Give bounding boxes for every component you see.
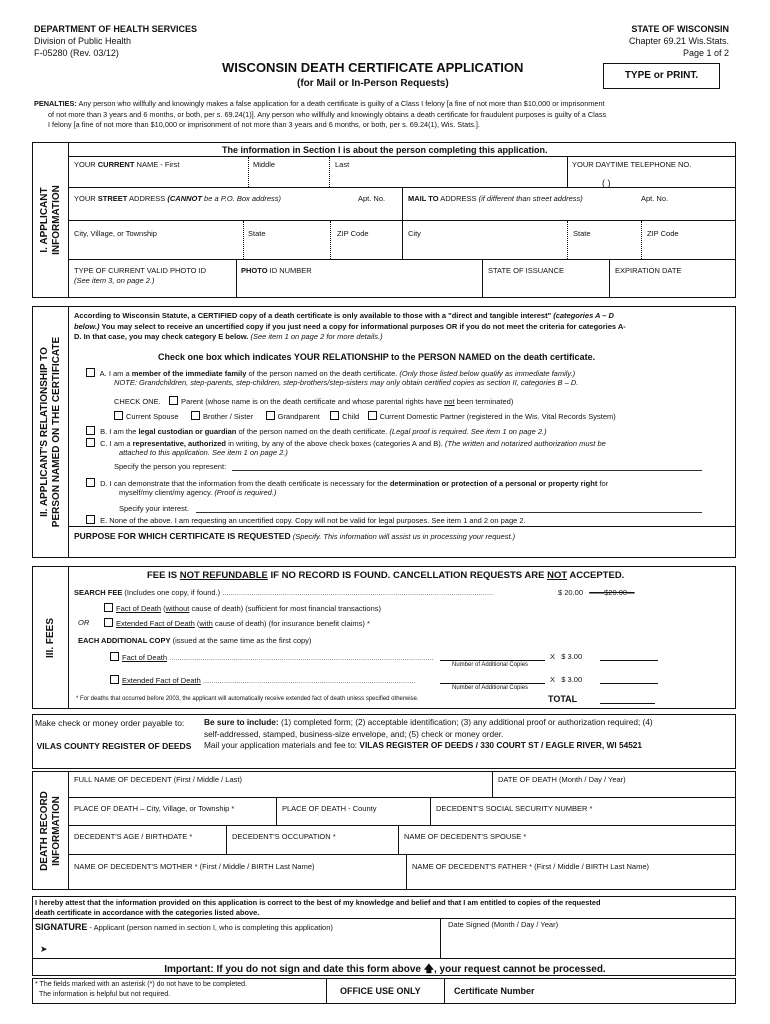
signature-arrow-icon: ➤: [40, 944, 48, 954]
option-a-checkbox[interactable]: [86, 368, 95, 377]
decedent-ssn-label[interactable]: DECEDENT'S SOCIAL SECURITY NUMBER *: [436, 804, 593, 813]
decedent-occupation-label[interactable]: DECEDENT'S OCCUPATION *: [232, 832, 336, 841]
additional-efod-subtotal[interactable]: [600, 683, 658, 684]
payable-to-label: Make check or money order payable to:: [35, 718, 185, 728]
additional-efod-row[interactable]: Extended Fact of Death ......................................................................................................: [110, 675, 415, 685]
section3-tab: III. FEES: [32, 566, 69, 709]
fees-heading: FEE IS NOT REFUNDABLE IF NO RECORD IS FOUND. CANCELLATION REQUESTS ARE NOT ACCEPTED.: [147, 570, 625, 581]
search-fee-price: $ 20.00 ——$20.00—: [558, 588, 635, 597]
death-record-box: [68, 771, 736, 890]
option-d-note: myself/my client/my agency. (Proof is required.): [119, 488, 277, 497]
option-b-guardian[interactable]: B. I am the legal custodian or guardian of the person named on the death certificate. (Legal proof is required. See item 1 on page 2.): [86, 426, 547, 436]
relationship-heading: Check one box which indicates YOUR RELATIONSHIP to the PERSON NAMED on the death certificate.: [158, 352, 596, 362]
signature-label[interactable]: SIGNATURE - Applicant (person named in section I, who is completing this application): [35, 922, 333, 932]
important-notice: Important: If you do not sign and date this form above 🡅, your request cannot be processed.: [164, 964, 606, 975]
page-number: Page 1 of 2: [682, 48, 729, 58]
option-c-checkbox[interactable]: [86, 438, 95, 447]
additional-fod-count-caption: Number of Additional Copies: [452, 662, 529, 668]
section1-tab: I. APPLICANT INFORMATION: [32, 142, 69, 298]
asterisk-note: * The fields marked with an asterisk (*) do not have to be completed. The information is helpful but not required.: [35, 981, 247, 998]
attestation-text: I hereby attest that the information provided on this application is correct to the best of my knowledge and belief and that I am entitled to copies of the requested death certificate in accordance with the categories listed above.: [35, 898, 601, 917]
sibling-checkbox[interactable]: [191, 411, 200, 420]
county-of-death-label[interactable]: PLACE OF DEATH - County: [282, 804, 377, 813]
decedent-mother-label[interactable]: NAME OF DECEDENT'S MOTHER * (First / Middle / BIRTH Last Name): [74, 862, 315, 871]
grandparent-checkbox[interactable]: [266, 411, 275, 420]
decedent-age-label[interactable]: DECEDENT'S AGE / BIRTHDATE *: [74, 832, 193, 841]
mail-state-label[interactable]: State: [573, 229, 591, 238]
city-label[interactable]: City, Village, or Township: [74, 229, 157, 238]
option-c-note: attached to this application. See item 1 on page 2.): [119, 448, 288, 457]
fact-of-death-checkbox[interactable]: [104, 603, 113, 612]
additional-fod-subtotal[interactable]: [600, 660, 658, 661]
total-amount-line[interactable]: [600, 703, 655, 704]
middle-name-label[interactable]: Middle: [253, 160, 276, 169]
office-use-only-label: OFFICE USE ONLY: [340, 986, 421, 996]
section2-tab: II. APPLICANT'S RELATIONSHIP TO PERSON NAMED ON THE CERTIFICATE: [32, 306, 69, 558]
family-options-row[interactable]: Current Spouse Brother / Sister Grandparent Child Current Domestic Partner (registered in the Wis. Vital Records System): [114, 411, 616, 421]
extended-fact-of-death-option[interactable]: Extended Fact of Death (with cause of death) (for insurance benefit claims) *: [104, 618, 370, 628]
apt-no-label[interactable]: Apt. No.: [358, 194, 386, 203]
date-signed-label[interactable]: Date Signed (Month / Day / Year): [448, 920, 559, 929]
death-record-tab: DEATH RECORD INFORMATION: [32, 771, 69, 890]
extended-fact-of-death-checkbox[interactable]: [104, 618, 113, 627]
form-subtitle: (for Mail or In-Person Requests): [297, 78, 449, 89]
option-d-checkbox[interactable]: [86, 478, 95, 487]
section1-heading: The information in Section I is about the person completing this application.: [222, 145, 548, 155]
specify-represent-label[interactable]: Specify the person you represent:: [114, 462, 227, 471]
date-of-death-label[interactable]: DATE OF DEATH (Month / Day / Year): [498, 775, 626, 784]
total-label: TOTAL: [548, 694, 578, 704]
last-name-label[interactable]: Last: [335, 160, 350, 169]
phone-area-code[interactable]: ( ): [602, 178, 611, 188]
type-or-print-label: TYPE or PRINT.: [624, 70, 699, 81]
section2-intro: According to Wisconsin Statute, a CERTIFIED copy of a death certificate is only available to those with a "direct and tangible interest" (categories A – D below.) You may select to receive an uncertified copy if you just need a copy for informational purposes OR if you do not meet the criteria for categories A- D. In that case, you may check category E below. (See item 1 on page 2 for more details.): [74, 311, 626, 341]
daytime-phone-label[interactable]: YOUR DAYTIME TELEPHONE NO.: [572, 160, 692, 169]
decedent-spouse-label[interactable]: NAME OF DECEDENT'S SPOUSE *: [404, 832, 527, 841]
state-of-issuance-label[interactable]: STATE OF ISSUANCE: [488, 266, 564, 275]
additional-efod-checkbox[interactable]: [110, 675, 119, 684]
additional-copy-heading: EACH ADDITIONAL COPY (issued at the same time as the first copy): [78, 636, 312, 645]
spouse-checkbox[interactable]: [114, 411, 123, 420]
additional-efod-price: X $ 3.00: [550, 675, 583, 684]
additional-fod-price: X $ 3.00: [550, 652, 583, 661]
statute-chapter: Chapter 69.21 Wis.Stats.: [628, 36, 729, 46]
domestic-partner-checkbox[interactable]: [368, 411, 377, 420]
photo-id-type-label[interactable]: TYPE OF CURRENT VALID PHOTO ID (See item 3, on page 2.): [74, 266, 207, 285]
child-checkbox[interactable]: [330, 411, 339, 420]
purpose-label[interactable]: PURPOSE FOR WHICH CERTIFICATE IS REQUESTED (Specify. This information will assist us in processing your request.): [74, 531, 516, 541]
deaths-before-2003-note: * For deaths that occurred before 2003, the applicant will automatically receive extended fact of death unless specified otherwise.: [76, 696, 419, 702]
penalties-notice: PENALTIES: Any person who willfully and knowingly makes a false application for a death certificate is guilty of a Class I felony [a fine of not more than $10,000 or imprisonment of not more than 3 years and 6 months, or both, per s. 69.24(1)]. Any person who willfully and knowingly obtains a death certificate for fraudulent purposes is guilty of a Class I felony [a fine of not more than $10,000 or imprisonment of not more than 3 years and 6 months, or both, per s. 69.24(1), Wis. Stats.].: [34, 99, 607, 129]
division-name: Division of Public Health: [34, 36, 132, 46]
form-title: WISCONSIN DEATH CERTIFICATE APPLICATION: [222, 60, 524, 75]
current-name-first-label[interactable]: YOUR CURRENT NAME - First: [74, 160, 180, 169]
option-b-checkbox[interactable]: [86, 426, 95, 435]
zip-label[interactable]: ZIP Code: [337, 229, 369, 238]
check-one-parent[interactable]: CHECK ONE. Parent (whose name is on the death certificate and whose parental rights have not been terminated): [114, 397, 514, 406]
department-name: DEPARTMENT OF HEALTH SERVICES: [34, 24, 198, 34]
additional-fod-checkbox[interactable]: [110, 652, 119, 661]
place-of-death-label[interactable]: PLACE OF DEATH – City, Village, or Township *: [74, 804, 235, 813]
type-or-print-box: [603, 63, 720, 89]
form-number: F-05280 (Rev. 03/12): [34, 48, 119, 58]
mail-zip-label[interactable]: ZIP Code: [647, 229, 679, 238]
or-label: OR: [78, 618, 90, 627]
option-c-representative[interactable]: C. I am a representative, authorized in writing, by any of the above check boxes (categories A and B). (The written and notarized authorization must be: [86, 438, 606, 448]
mail-city-label[interactable]: City: [408, 229, 421, 238]
additional-fod-count-line[interactable]: [440, 660, 545, 661]
fact-of-death-option[interactable]: Fact of Death (without cause of death) (sufficient for most financial transactions): [104, 603, 381, 613]
additional-fod-row[interactable]: Fact of Death ...............................................................................................................................: [110, 652, 434, 662]
certificate-number-label: Certificate Number: [454, 986, 535, 996]
payee-name: VILAS COUNTY REGISTER OF DEEDS: [36, 741, 192, 751]
parent-checkbox[interactable]: [169, 396, 178, 405]
expiration-date-label[interactable]: EXPIRATION DATE: [615, 266, 682, 275]
option-a-note: NOTE: Grandchildren, step-parents, step-children, step-brothers/step-sisters may only obtain certified copies as section II, categories B – D.: [114, 378, 579, 387]
decedent-full-name-label[interactable]: FULL NAME OF DECEDENT (First / Middle / Last): [74, 775, 242, 784]
option-a-immediate-family[interactable]: A. I am a member of the immediate family of the person named on the death certificate. (Only those listed below qualify as immediate family.): [86, 368, 575, 378]
mail-to-address-label[interactable]: MAIL TO ADDRESS (if different than street address): [408, 194, 583, 203]
option-d-property-right[interactable]: D. I can demonstrate that the information from the death certificate is necessary for the determination or protection of a personal or property right for: [86, 478, 608, 488]
street-address-label[interactable]: YOUR STREET ADDRESS (CANNOT be a P.O. Box address): [74, 194, 282, 203]
additional-efod-count-caption: Number of Additional Copies: [452, 685, 529, 691]
option-e-uncertified[interactable]: E. None of the above. I am requesting an uncertified copy. Copy will not be valid for legal purposes. See item 1 and 2 on page 2.: [86, 515, 526, 525]
mail-apt-no-label[interactable]: Apt. No.: [641, 194, 669, 203]
option-e-checkbox[interactable]: [86, 515, 95, 524]
state-name: STATE OF WISCONSIN: [631, 24, 729, 34]
mailing-instructions: Be sure to include: (1) completed form; (2) acceptable identification; (3) any additional proof or authorization required; (4) self-addressed, stamped, business-size envelope, and; (5) check or money order. Mail your application materials and fee to: VILAS REGISTER OF DEEDS / 330 COURT ST / EAGLE RIVER, WI 54521: [204, 717, 653, 750]
state-label[interactable]: State: [248, 229, 266, 238]
photo-id-number-label[interactable]: PHOTO ID NUMBER: [241, 266, 312, 275]
specify-interest-label[interactable]: Specify your interest.: [119, 504, 190, 513]
additional-efod-count-line[interactable]: [440, 683, 545, 684]
decedent-father-label[interactable]: NAME OF DECEDENT'S FATHER * (First / Middle / BIRTH Last Name): [412, 862, 650, 871]
search-fee-row: SEARCH FEE (Includes one copy, if found.) ..................................................................................................................................: [74, 588, 494, 597]
